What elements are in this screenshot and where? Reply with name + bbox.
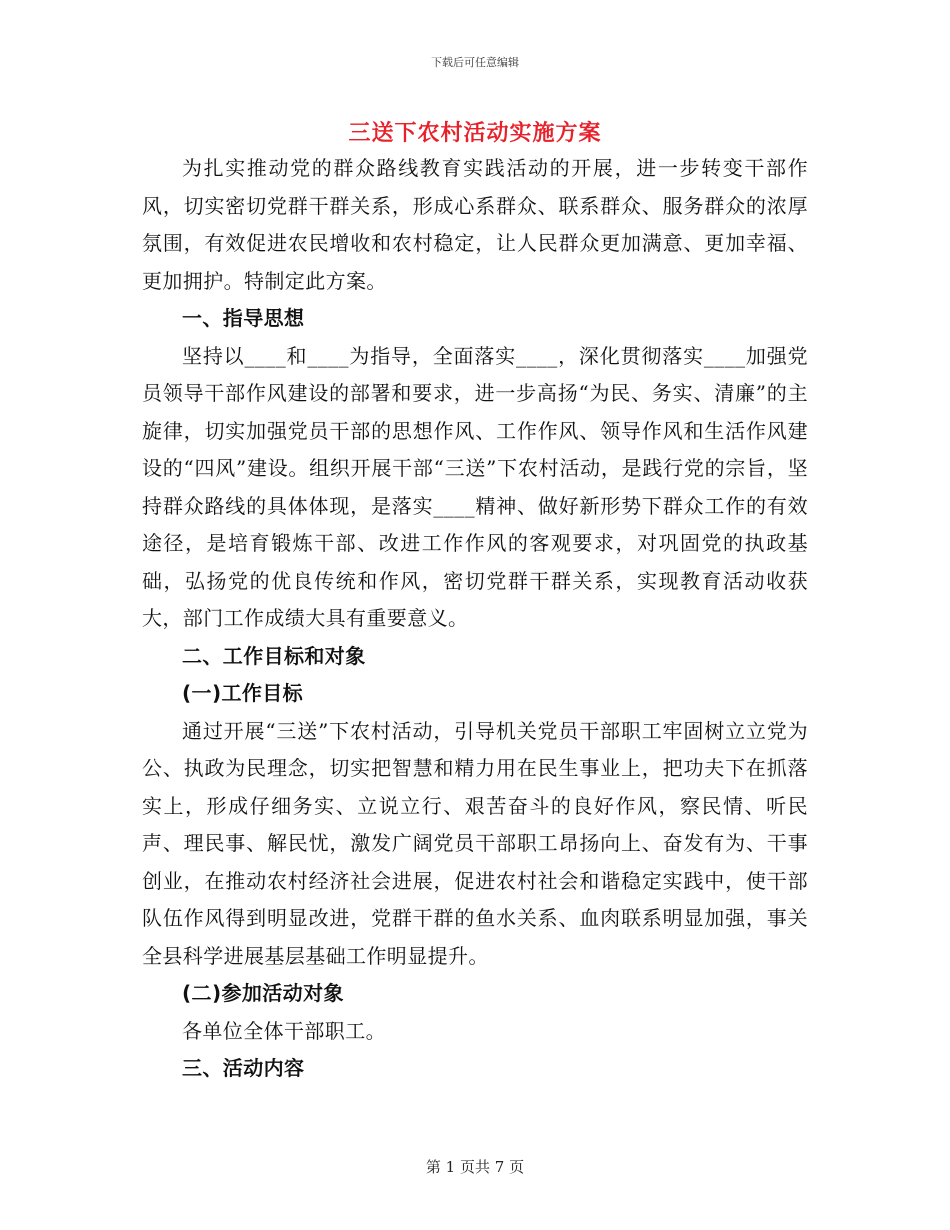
goal-paragraph: 通过开展“三送”下农村活动，引导机关党员干部职工牢固树立立党为公、执政为民理念，切实把智慧和精力用在民生事业上，把功夫下在抓落实上，形成仔细务实、立说立行、艰苦奋斗的良好作风，察民情、听民声、理民事、解民忧，激发广阔党员干部职工昂扬向上、奋发有为、干事创业，在推动农村经济社会进展，促进农村社会和谐稳定实践中，使干部队伍作风得到明显改进，党群干群的鱼水关系、血肉联系明显加强，事关全县科学进展基层基础工作明显提升。	[142, 718, 808, 968]
page-header: 下载后可任意编辑	[431, 56, 519, 69]
subsection-heading-target: (二)参加活动对象	[182, 981, 344, 1005]
guiding-paragraph: 坚持以____和____为指导，全面落实____，深化贯彻落实____加强党员领导干部作风建设的部署和要求，进一步高扬“为民、务实、清廉”的主旋律，切实加强党员干部的思想作风、工作作风、领导作风和生活作风建设的“四风”建设。组织开展干部“三送”下农村活动，是践行党的宗旨，坚持群众路线的具体体现，是落实____精神、做好新形势下群众工作的有效途径，是培育锻炼干部、改进工作作风的客观要求，对巩固党的执政基础，弘扬党的优良传统和作风，密切党群干群关系，实现教育活动收获大，部门工作成绩大具有重要意义。	[142, 343, 808, 630]
target-paragraph: 各单位全体干部职工。	[182, 1018, 386, 1043]
intro-paragraph: 为扎实推动党的群众路线教育实践活动的开展，进一步转变干部作风，切实密切党群干群关系，形成心系群众、联系群众、服务群众的浓厚氛围，有效促进农民增收和农村稳定，让人民群众更加满意、更加幸福、更加拥护。特制定此方案。	[142, 156, 808, 293]
document-title: 三送下农村活动实施方案	[348, 120, 602, 146]
subsection-heading-goal: (一)工作目标	[182, 681, 304, 705]
document-body	[142, 150, 808, 1088]
section-heading-goals: 二、工作目标和对象	[182, 643, 366, 668]
section-heading-content: 三、活动内容	[182, 1056, 305, 1080]
page-footer: 第 1 页共 7 页	[425, 1158, 525, 1176]
section-heading-guiding: 一、指导思想	[182, 306, 305, 330]
